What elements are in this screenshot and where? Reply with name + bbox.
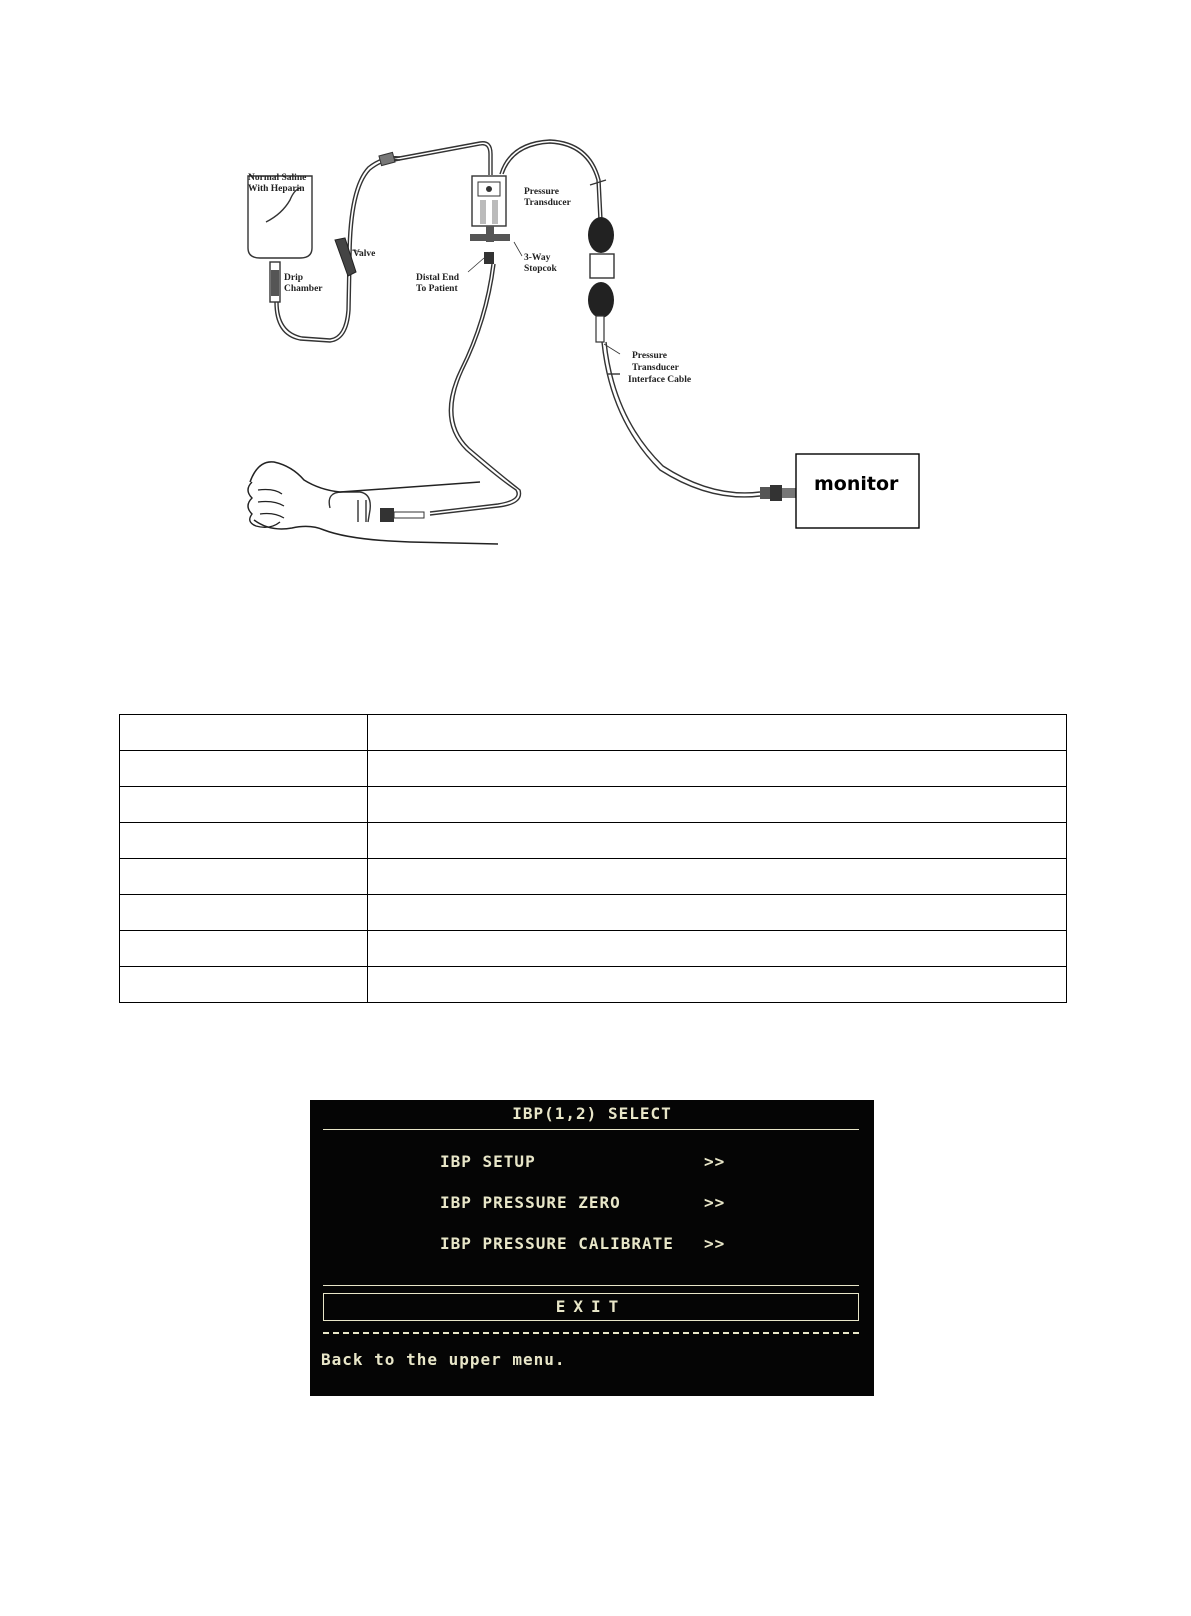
table-cell xyxy=(120,967,368,1003)
arm-tape-loop xyxy=(329,492,370,522)
table-cell xyxy=(120,895,368,931)
table-cell xyxy=(120,715,368,751)
table-cell xyxy=(368,859,1067,895)
submenu-arrow-icon: >> xyxy=(704,1234,726,1253)
label-cable-2: Transducer xyxy=(632,363,679,373)
menu-item-label: IBP PRESSURE CALIBRATE xyxy=(440,1234,674,1253)
table-cell xyxy=(368,751,1067,787)
label-valve: Valve xyxy=(353,249,376,259)
label-distal-2: To Patient xyxy=(416,284,458,294)
monitor-plug-1 xyxy=(760,487,770,499)
table-cell xyxy=(368,823,1067,859)
table-cell xyxy=(368,931,1067,967)
cable-strain-relief xyxy=(596,316,604,342)
table-cell xyxy=(120,931,368,967)
cable-plug-upper xyxy=(588,217,614,253)
label-transducer-2: Transducer xyxy=(524,198,571,208)
ibp-setup-illustration xyxy=(230,130,960,570)
tube-distal-to-arm-inner xyxy=(430,264,521,515)
tube-transducer-to-cable-inner xyxy=(503,143,599,220)
drip-chamber-fill xyxy=(271,270,279,296)
transducer-dot xyxy=(486,186,492,192)
stopcock-pointer xyxy=(514,242,522,256)
table-row xyxy=(120,895,1067,931)
submenu-arrow-icon: >> xyxy=(704,1193,726,1212)
label-cable-1: Pressure xyxy=(632,351,668,361)
tube-transducer-to-cable xyxy=(500,140,602,220)
table-cell xyxy=(120,823,368,859)
label-cable-3: Interface Cable xyxy=(628,375,692,385)
table-cell xyxy=(368,895,1067,931)
label-saline-1: Normal Saline xyxy=(248,173,307,183)
menu-item-label: IBP SETUP xyxy=(440,1152,536,1171)
cable-mark-1 xyxy=(590,180,606,185)
ibp-setup-diagram xyxy=(230,130,960,570)
cable-to-monitor-inner xyxy=(606,342,760,493)
label-drip-1: Drip xyxy=(284,273,303,283)
label-drip-2: Chamber xyxy=(284,284,323,294)
menu-title: IBP(1,2) SELECT xyxy=(512,1104,672,1123)
ibp-select-menu-screen xyxy=(310,1100,874,1396)
table-row xyxy=(120,751,1067,787)
transducer-panel-b xyxy=(492,200,498,224)
monitor-plug-3 xyxy=(782,488,796,498)
table-cell xyxy=(120,751,368,787)
table-cell xyxy=(368,967,1067,1003)
forearm-bottom-outline xyxy=(254,520,498,544)
table-row xyxy=(120,823,1067,859)
transducer-panel-a xyxy=(480,200,486,224)
label-stopcock-1: 3-Way xyxy=(524,253,551,263)
menu-items-divider xyxy=(323,1285,859,1286)
cable-plug-lower xyxy=(588,282,614,318)
menu-item-ibp-pressure-zero[interactable] xyxy=(440,1193,740,1212)
label-saline-2: With Heparin xyxy=(248,184,305,194)
tube-connector xyxy=(379,152,395,165)
table-cell xyxy=(368,715,1067,751)
finger-lines xyxy=(258,490,284,519)
table-cell xyxy=(368,787,1067,823)
table-cell xyxy=(120,787,368,823)
cable-to-monitor xyxy=(602,342,760,497)
menu-help-text: Back to the upper menu. xyxy=(321,1350,566,1369)
table-row xyxy=(120,931,1067,967)
menu-item-ibp-setup[interactable] xyxy=(440,1152,740,1171)
menu-title-divider xyxy=(323,1129,859,1130)
menu-item-ibp-pressure-calibrate[interactable] xyxy=(440,1234,740,1253)
menu-item-label: IBP PRESSURE ZERO xyxy=(440,1193,621,1212)
submenu-arrow-icon: >> xyxy=(704,1152,726,1171)
monitor-label: monitor xyxy=(814,473,899,495)
catheter-hub xyxy=(380,508,394,522)
forearm-top-outline xyxy=(250,462,480,492)
table-row xyxy=(120,967,1067,1003)
cable-coupler xyxy=(590,254,614,278)
label-transducer-1: Pressure xyxy=(524,187,560,197)
exit-button[interactable]: EXIT xyxy=(323,1293,859,1321)
label-stopcock-2: Stopcok xyxy=(524,264,557,274)
table-cell xyxy=(120,859,368,895)
fist-outline xyxy=(248,482,280,527)
label-distal-1: Distal End xyxy=(416,273,460,283)
distal-pointer xyxy=(468,258,484,272)
table-row xyxy=(120,859,1067,895)
stopcock-bar xyxy=(470,234,510,241)
menu-dashed-divider xyxy=(323,1332,859,1334)
parameter-table xyxy=(119,714,1067,1003)
tube-distal-to-arm xyxy=(430,264,517,512)
distal-connector xyxy=(484,252,494,264)
monitor-plug-2 xyxy=(770,485,782,501)
table-row xyxy=(120,787,1067,823)
table-row xyxy=(120,715,1067,751)
catheter-body xyxy=(394,512,424,518)
